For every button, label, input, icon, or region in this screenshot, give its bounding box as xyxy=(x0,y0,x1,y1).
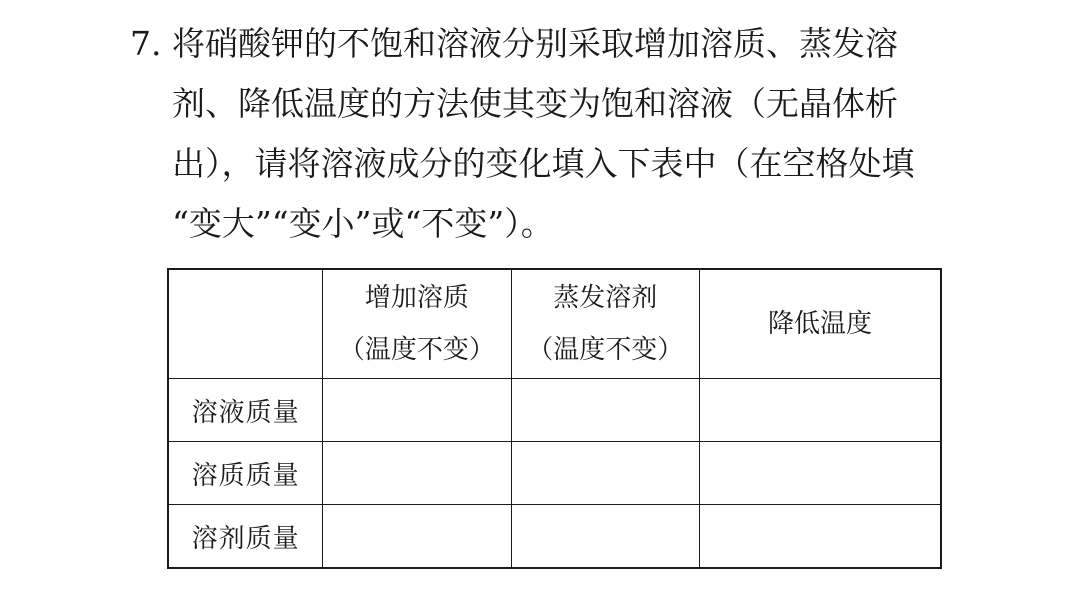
question-line-1 xyxy=(130,14,960,74)
question-line-3 xyxy=(130,134,960,194)
question-block xyxy=(130,14,960,254)
answer-cell[interactable] xyxy=(699,379,941,442)
answer-cell[interactable] xyxy=(323,442,511,505)
question-line-2 xyxy=(130,74,960,134)
answer-cell[interactable] xyxy=(323,505,511,569)
header-lower-temperature xyxy=(699,269,941,379)
question-text-line-1: 将硝酸钾的不饱和溶液分别采取增加溶质、蒸发溶 xyxy=(172,24,898,63)
table-header-row xyxy=(168,269,941,379)
answer-cell[interactable] xyxy=(511,505,699,569)
question-number: 7. xyxy=(130,24,162,63)
answer-cell[interactable] xyxy=(511,442,699,505)
answer-cell[interactable] xyxy=(323,379,511,442)
question-text-line-2: 剂、降低温度的方法使其变为饱和溶液（无晶体析 xyxy=(172,84,898,123)
question-text-line-3: 出），请将溶液成分的变化填入下表中（在空格处填 xyxy=(172,144,915,183)
row-label-solution-mass: 溶液质量 xyxy=(168,379,323,442)
answer-cell[interactable] xyxy=(699,505,941,569)
answer-table xyxy=(167,268,942,569)
question-line-4 xyxy=(130,194,960,254)
header-add-solute-title: 增加溶质 xyxy=(364,283,469,313)
header-evaporate-solvent-note: （温度不变） xyxy=(527,335,684,365)
header-add-solute-note: （温度不变） xyxy=(338,335,495,365)
question-text-line-4: “变大”“变小”或“不变”）。 xyxy=(172,204,554,243)
table-row xyxy=(168,505,941,569)
header-corner-cell xyxy=(168,269,323,379)
table-row xyxy=(168,442,941,505)
answer-cell[interactable] xyxy=(511,379,699,442)
table-row xyxy=(168,379,941,442)
header-evaporate-solvent xyxy=(511,269,699,379)
header-lower-temperature-title: 降低温度 xyxy=(767,309,872,339)
row-label-solvent-mass: 溶剂质量 xyxy=(168,505,323,569)
header-evaporate-solvent-title: 蒸发溶剂 xyxy=(553,283,658,313)
row-label-solute-mass: 溶质质量 xyxy=(168,442,323,505)
answer-cell[interactable] xyxy=(699,442,941,505)
header-add-solute xyxy=(323,269,511,379)
